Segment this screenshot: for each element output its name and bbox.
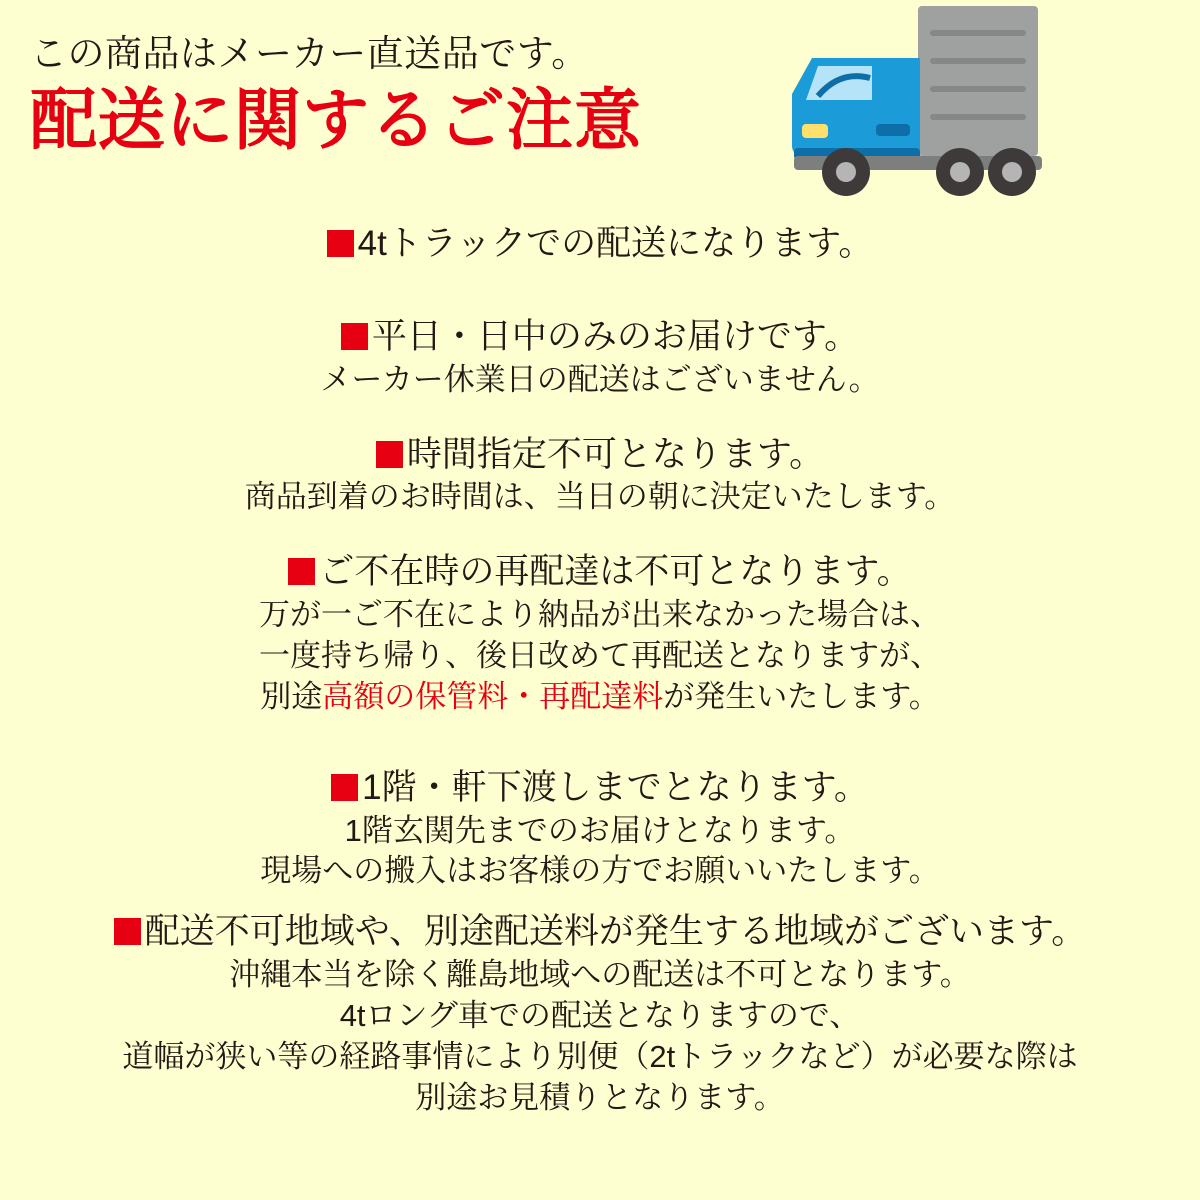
notice-detail: 別途お見積りとなります。 [415,1079,785,1115]
notice-headline [0,315,1200,360]
square-red-bullet-icon [376,441,403,468]
notice-detail: 現場への搬入はお客様の方でお願いいたします。 [260,853,940,889]
detail-prefix: 別途 [260,678,323,714]
detail-highlight: 高額の保管料・再配達料 [322,678,664,714]
notice-headline-text: 平日・日中のみのお届けです。 [371,316,860,356]
notice-detail: 1階玄関先までのお届けとなります。 [344,812,856,848]
notice-detail: 一度持ち帰り、後日改めて再配送となりますが、 [259,637,941,673]
spacer [0,522,1200,550]
notice-item [0,433,1200,519]
notice-headline [0,910,1200,955]
square-red-bullet-icon [331,774,358,801]
spacer [0,896,1200,910]
notice-headline [0,433,1200,478]
notice-item [0,315,1200,401]
delivery-truck-icon [780,0,1080,215]
notice-detail: 道幅が狭い等の経路事情により別便（2tトラックなど）が必要な際は [122,1038,1078,1074]
notice-headline [0,766,1200,811]
notice-detail: 万が一ご不在により納品が出来なかった場合は、 [259,597,941,632]
square-red-bullet-icon [327,230,354,257]
header [30,34,790,158]
notice-headline [0,550,1200,595]
page-title: 配送に関するご注意 [30,82,642,158]
notice-headline-text: 時間指定不可となります。 [406,434,825,474]
spacer [0,405,1200,433]
notice-item [0,910,1200,1118]
notice-detail: メーカー休業日の配送はございません。 [320,361,880,397]
notice-item [0,766,1200,893]
notice-headline-text: 配送不可地域や、別途配送料が発生する地域がございます。 [144,912,1087,952]
notice-headline-text: 4tトラックでの配送になります。 [357,224,874,263]
notice-item [0,550,1200,718]
notice-headline-text: ご不在時の再配達は不可となります。 [319,552,912,592]
spacer [0,271,1200,315]
notice-detail: 4tロング車での配送となりますので、 [339,998,861,1034]
notice-list [0,222,1200,1123]
notice-headline-text: 1階・軒下渡しまでとなります。 [362,767,869,807]
detail-suffix: が発生いたします。 [663,678,940,714]
square-red-bullet-icon [288,558,315,585]
notice-detail: 商品到着のお時間は、当日の朝に決定いたします。 [244,479,956,515]
notice-detail-highlighted [0,677,1200,718]
notice-headline [0,222,1200,267]
square-red-bullet-icon [114,918,141,945]
square-red-bullet-icon [341,323,368,350]
spacer [0,722,1200,766]
notice-detail: 沖縄本当を除く離島地域への配送は不可となります。 [229,957,971,993]
notice-item [0,222,1200,267]
header-subtitle: この商品はメーカー直送品です。 [30,33,589,74]
